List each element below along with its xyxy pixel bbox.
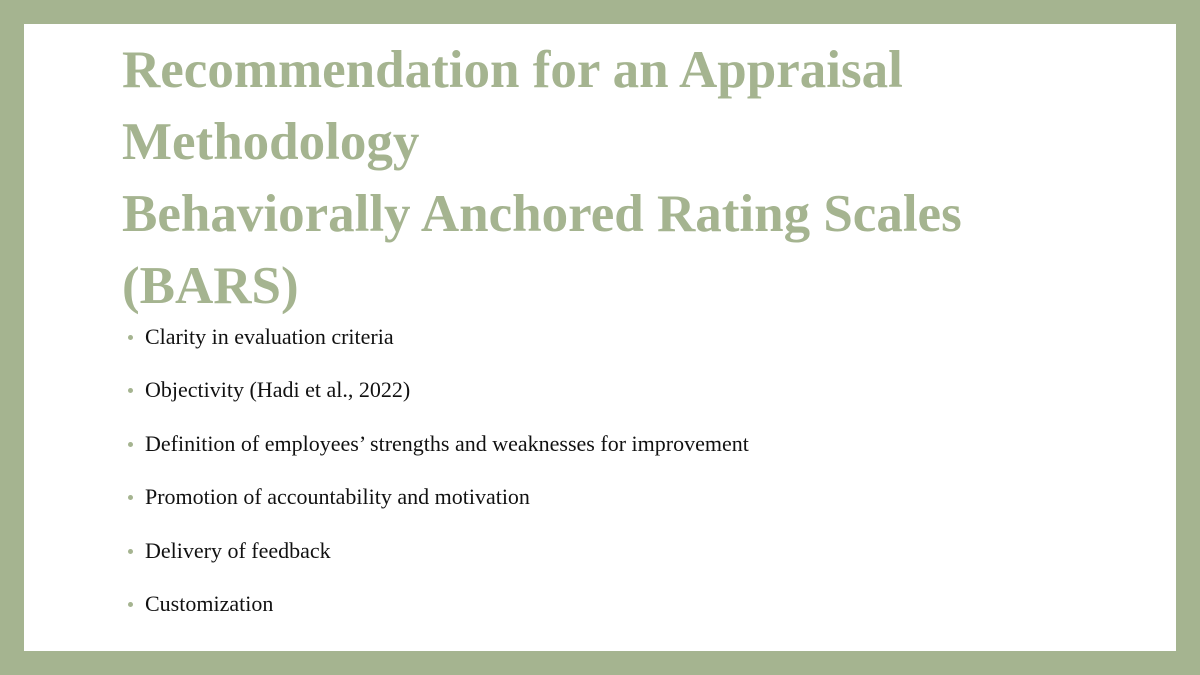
bullet-list [128,320,749,640]
bullet-dot-icon [128,549,133,554]
title-line: Recommendation for an Appraisal [122,41,903,99]
slide [24,24,1176,651]
bullet-item [128,480,749,533]
title-line: Methodology [122,113,420,171]
slide-title [122,34,1162,322]
bullet-dot-icon [128,602,133,607]
bullet-text: Definition of employees’ strengths and weaknesses for improvement [145,430,749,456]
bullet-item [128,320,749,373]
bullet-dot-icon [128,335,133,340]
bullet-text: Objectivity (Hadi et al., 2022) [145,377,411,403]
title-line: (BARS) [122,257,299,315]
bullet-dot-icon [128,442,133,447]
bullet-item [128,427,749,480]
bullet-dot-icon [128,495,133,500]
bullet-text: Customization [145,590,274,616]
bullet-text: Clarity in evaluation criteria [145,324,394,349]
bullet-text: Promotion of accountability and motivation [145,484,530,510]
title-line: Behaviorally Anchored Rating Scales [122,185,962,243]
bullet-item [128,373,749,426]
bullet-text: Delivery of feedback [145,537,331,563]
bullet-item [128,534,749,587]
bullet-dot-icon [128,388,133,393]
bullet-item [128,587,749,640]
